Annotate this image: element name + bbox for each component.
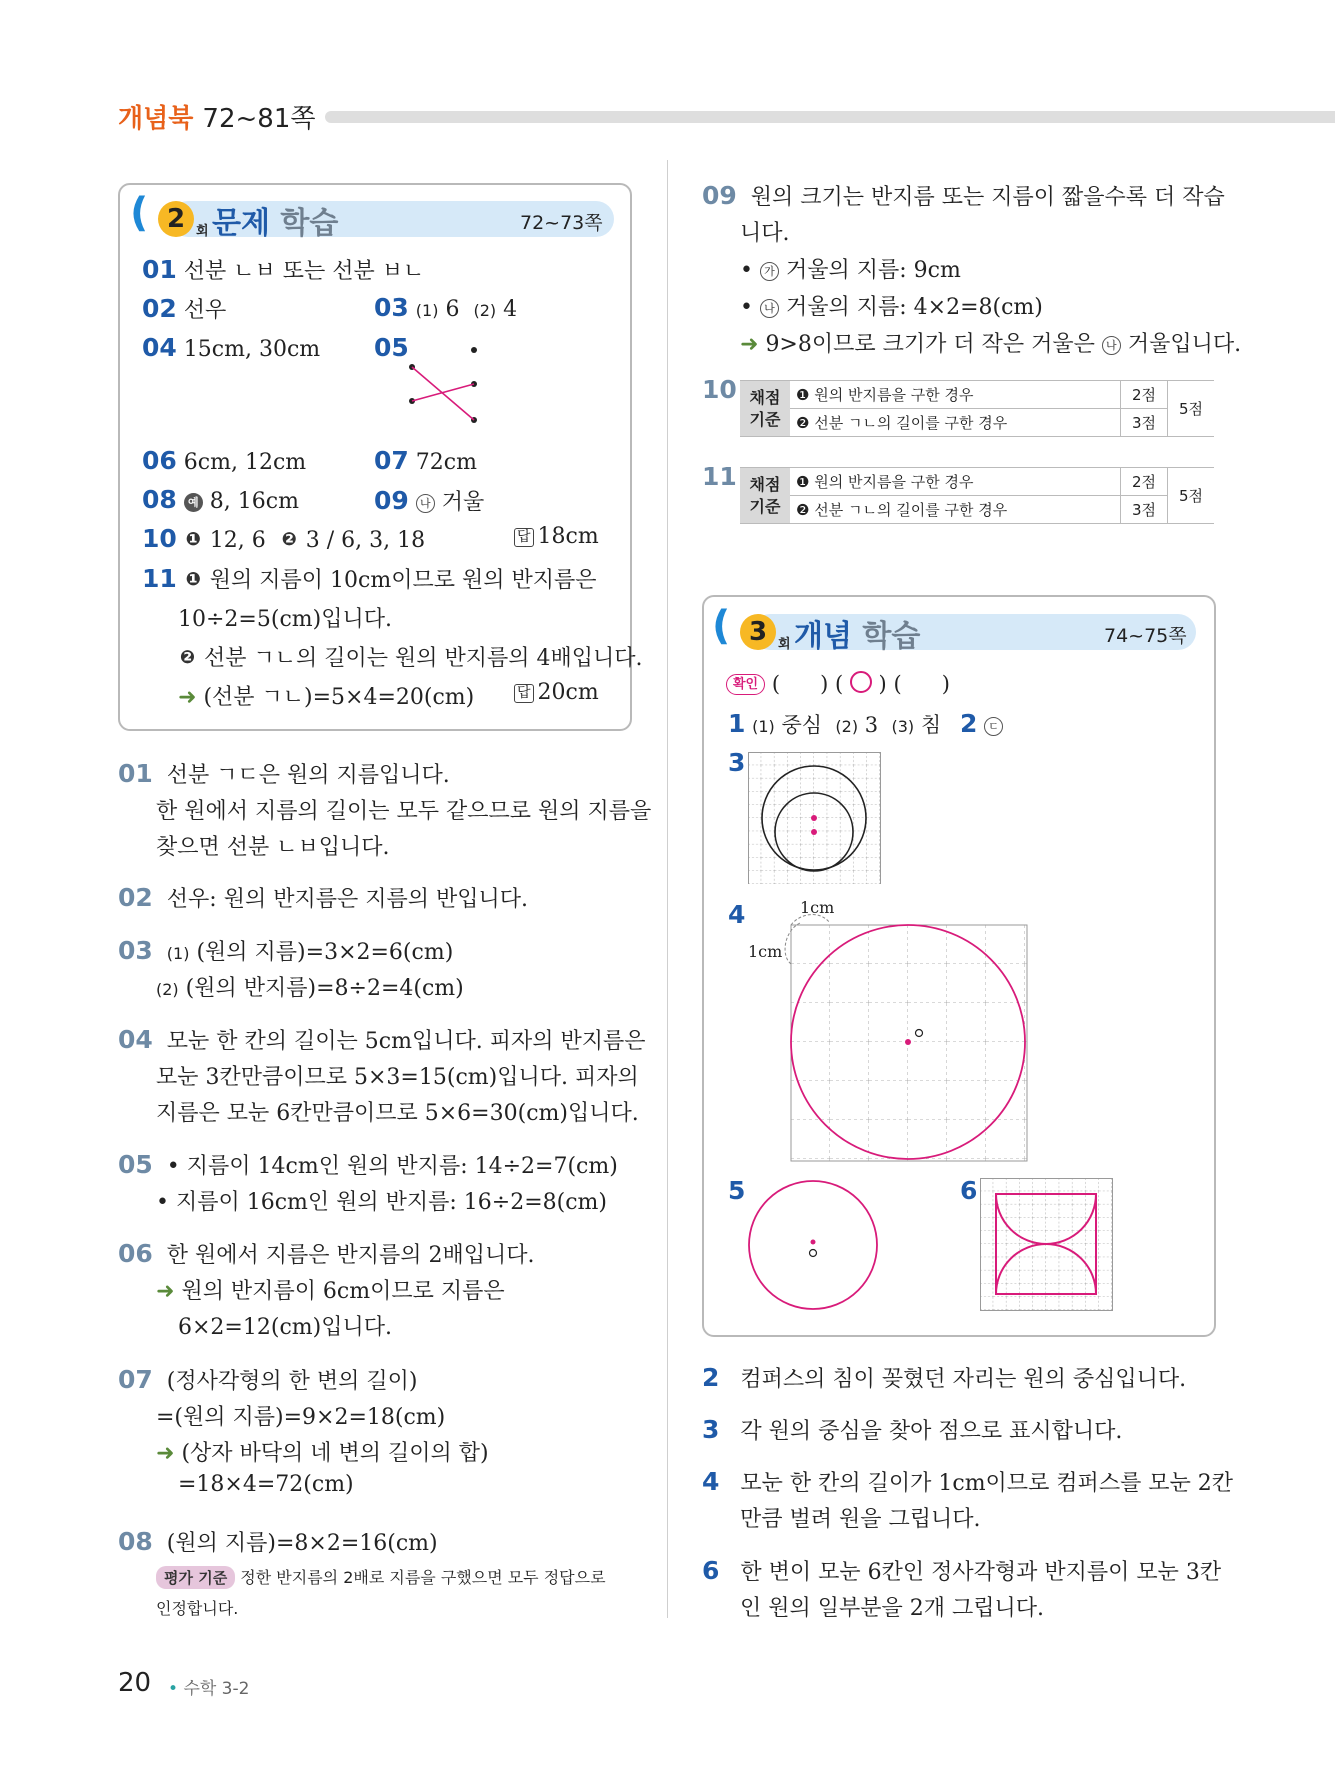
grading-tag: 평가 기준 [156, 1566, 235, 1589]
q6-grid-square [980, 1178, 1116, 1314]
q4-scale-left: 1cm [748, 942, 783, 961]
grade-table-11: 채점 기준 ❶ 원의 반지름을 구한 경우 2점 5점 ❷ 선분 ㄱㄴ의 길이를 구한 경우 3점 [740, 467, 1214, 524]
expl-03: 03 (1) (원의 지름)=3×2=6(cm) [118, 936, 454, 965]
expl-09: 09 원의 크기는 반지름 또는 지름이 짧을수록 더 작습 [702, 181, 1225, 210]
expl-02: 02 선우: 원의 반지름은 지름의 반입니다. [118, 883, 528, 912]
q5-circle [745, 1175, 885, 1315]
answer-11-line2: 10÷2=5(cm)입니다. [178, 607, 392, 632]
round-badge: 2 [158, 201, 194, 237]
expl-09-l3: • 가 거울의 지름: 9cm [740, 258, 961, 283]
expl-08-l2: 평가 기준 정한 반지름의 2배로 지름을 구했으면 모두 정답으로 [156, 1565, 606, 1589]
expl-4-l2: 만큼 벌려 원을 그립니다. [740, 1507, 981, 1532]
q3-number: 3 [728, 748, 746, 777]
expl-07-l3: ➜ (상자 바닥의 네 변의 길이의 합) [156, 1441, 489, 1466]
grade-row-2: ❷ 선분 ㄱㄴ의 길이를 구한 경우 [790, 409, 1121, 437]
answer-06: 06 6cm, 12cm [142, 446, 307, 475]
bracket-icon: ( [130, 190, 149, 236]
answer-11-line4: ➜ (선분 ㄱㄴ)=5×4=20(cm) [178, 685, 475, 710]
expl-2: 2 컴퍼스의 침이 꽂혔던 자리는 원의 중심입니다. [702, 1363, 1187, 1392]
expl-06: 06 한 원에서 지름은 반지름의 2배입니다. [118, 1239, 535, 1268]
expl-6-l2: 인 원의 일부분을 2개 그립니다. [740, 1596, 1044, 1621]
answer-09: 09 나 거울 [374, 486, 485, 515]
answer-02: 02 선우 [142, 294, 227, 323]
expl-07-l4: =18×4=72(cm) [178, 1472, 354, 1497]
bracket-icon: ( [712, 603, 731, 649]
round-badge: 3 [740, 614, 776, 650]
expl-05-l2: • 지름이 16cm인 원의 반지름: 16÷2=8(cm) [156, 1190, 608, 1215]
answer-10: 10 ❶ 12, 6 ❷ 3 / 6, 3, 18 [142, 524, 426, 553]
check-row: 확인 ( ) ( ) ( ) [726, 671, 950, 696]
round-suffix: 회 [196, 224, 209, 239]
answer-07: 07 72cm [374, 446, 477, 475]
answer-05: 05 [374, 333, 409, 362]
expl-07: 07 (정사각형의 한 변의 길이) [118, 1365, 418, 1394]
expl-6: 6 한 변이 모눈 6칸인 정사각형과 반지름이 모눈 3칸 [702, 1556, 1222, 1585]
header-pages: 72~81쪽 [202, 104, 316, 134]
q2-answer: 2 ㄷ [960, 709, 1003, 738]
answer-11-line3: ❷ 선분 ㄱㄴ의 길이는 원의 반지름의 4배입니다. [179, 646, 643, 671]
expl-08-l3: 인정합니다. [156, 1599, 239, 1618]
grade-11-number: 11 [702, 462, 737, 491]
expl-04: 04 모눈 한 칸의 길이는 5cm입니다. 피자의 반지름은 [118, 1025, 646, 1054]
check-circle-icon [850, 671, 872, 693]
q5-number: 5 [728, 1176, 746, 1205]
q4-scale-top: 1cm [800, 898, 835, 917]
header-bar [325, 111, 1335, 123]
expl-09-l2: 니다. [740, 221, 790, 246]
answer-04: 04 15cm, 30cm [142, 333, 321, 362]
expl-09-l5: ➜ 9>8이므로 크기가 더 작은 거울은 나 거울입니다. [740, 332, 1242, 357]
q4-grid-circle [780, 905, 1040, 1165]
expl-04-l3: 지름은 모눈 6칸만큼이므로 5×6=30(cm)입니다. [156, 1101, 639, 1126]
answer-11-final: 답 20cm [514, 680, 599, 705]
answer-08: 08 예 8, 16cm [142, 485, 299, 514]
expl-09-l4: • 나 거울의 지름: 4×2=8(cm) [740, 295, 1043, 320]
expl-04-l2: 모눈 3칸만큼이므로 5×3=15(cm)입니다. 피자의 [156, 1065, 639, 1090]
box-title: 개념 학습 [794, 619, 921, 654]
answer-10-final: 답 18cm [514, 524, 599, 549]
header-title [118, 98, 316, 135]
expl-3: 3 각 원의 중심을 찾아 점으로 표시합니다. [702, 1415, 1123, 1444]
q3-grid-circles [748, 752, 883, 884]
column-divider [667, 160, 668, 1618]
expl-06-l3: 6×2=12(cm)입니다. [178, 1315, 392, 1340]
q1-answer: 1 (1) 중심 (2) 3 (3) 침 [728, 709, 942, 738]
expl-07-l2: =(원의 지름)=9×2=18(cm) [156, 1405, 446, 1430]
expl-08: 08 (원의 지름)=8×2=16(cm) [118, 1527, 438, 1556]
q4-number: 4 [728, 900, 746, 929]
answer-05-diagram [400, 340, 490, 430]
grade-row-1: ❶ 원의 반지름을 구한 경우 [790, 381, 1121, 409]
page-number: 20 [118, 1668, 152, 1698]
expl-05: 05 • 지름이 14cm인 원의 반지름: 14÷2=7(cm) [118, 1150, 618, 1179]
expl-01-l2: 한 원에서 지름의 길이는 모두 같으므로 원의 지름을 [156, 799, 652, 824]
grade-label: 채점 기준 [740, 381, 790, 437]
grade-10-number: 10 [702, 375, 737, 404]
q6-number: 6 [960, 1176, 978, 1205]
round-suffix: 회 [778, 637, 791, 652]
grade-row-2: ❷ 선분 ㄱㄴ의 길이를 구한 경우 [790, 496, 1121, 524]
header-book: 개념북 [118, 104, 194, 134]
box-title: 문제 학습 [212, 206, 339, 241]
grade-row-1: ❶ 원의 반지름을 구한 경우 [790, 468, 1121, 496]
footer-book: • 수학 3-2 [168, 1679, 250, 1699]
expl-06-l2: ➜ 원의 반지름이 6cm이므로 지름은 [156, 1279, 505, 1304]
box-pages: 74~75쪽 [1104, 625, 1187, 647]
answer-01: 01 선분 ㄴㅂ 또는 선분 ㅂㄴ [142, 255, 425, 284]
answer-11: 11 ❶ 원의 지름이 10cm이므로 원의 반지름은 [142, 564, 597, 593]
grade-label: 채점 기준 [740, 468, 790, 524]
expl-01: 01 선분 ㄱㄷ은 원의 지름입니다. [118, 759, 450, 788]
grade-table-10: 채점 기준 ❶ 원의 반지름을 구한 경우 2점 5점 ❷ 선분 ㄱㄴ의 길이를 구한 경우 3점 [740, 380, 1214, 437]
expl-01-l3: 찾으면 선분 ㄴㅂ입니다. [156, 835, 390, 860]
expl-4: 4 모눈 한 칸의 길이가 1cm이므로 컴퍼스를 모눈 2칸 [702, 1467, 1234, 1496]
box-pages: 72~73쪽 [520, 212, 603, 234]
expl-03-l2: (2) (원의 반지름)=8÷2=4(cm) [156, 976, 464, 1001]
answer-03: 03 (1) 6 (2) 4 [374, 293, 518, 322]
